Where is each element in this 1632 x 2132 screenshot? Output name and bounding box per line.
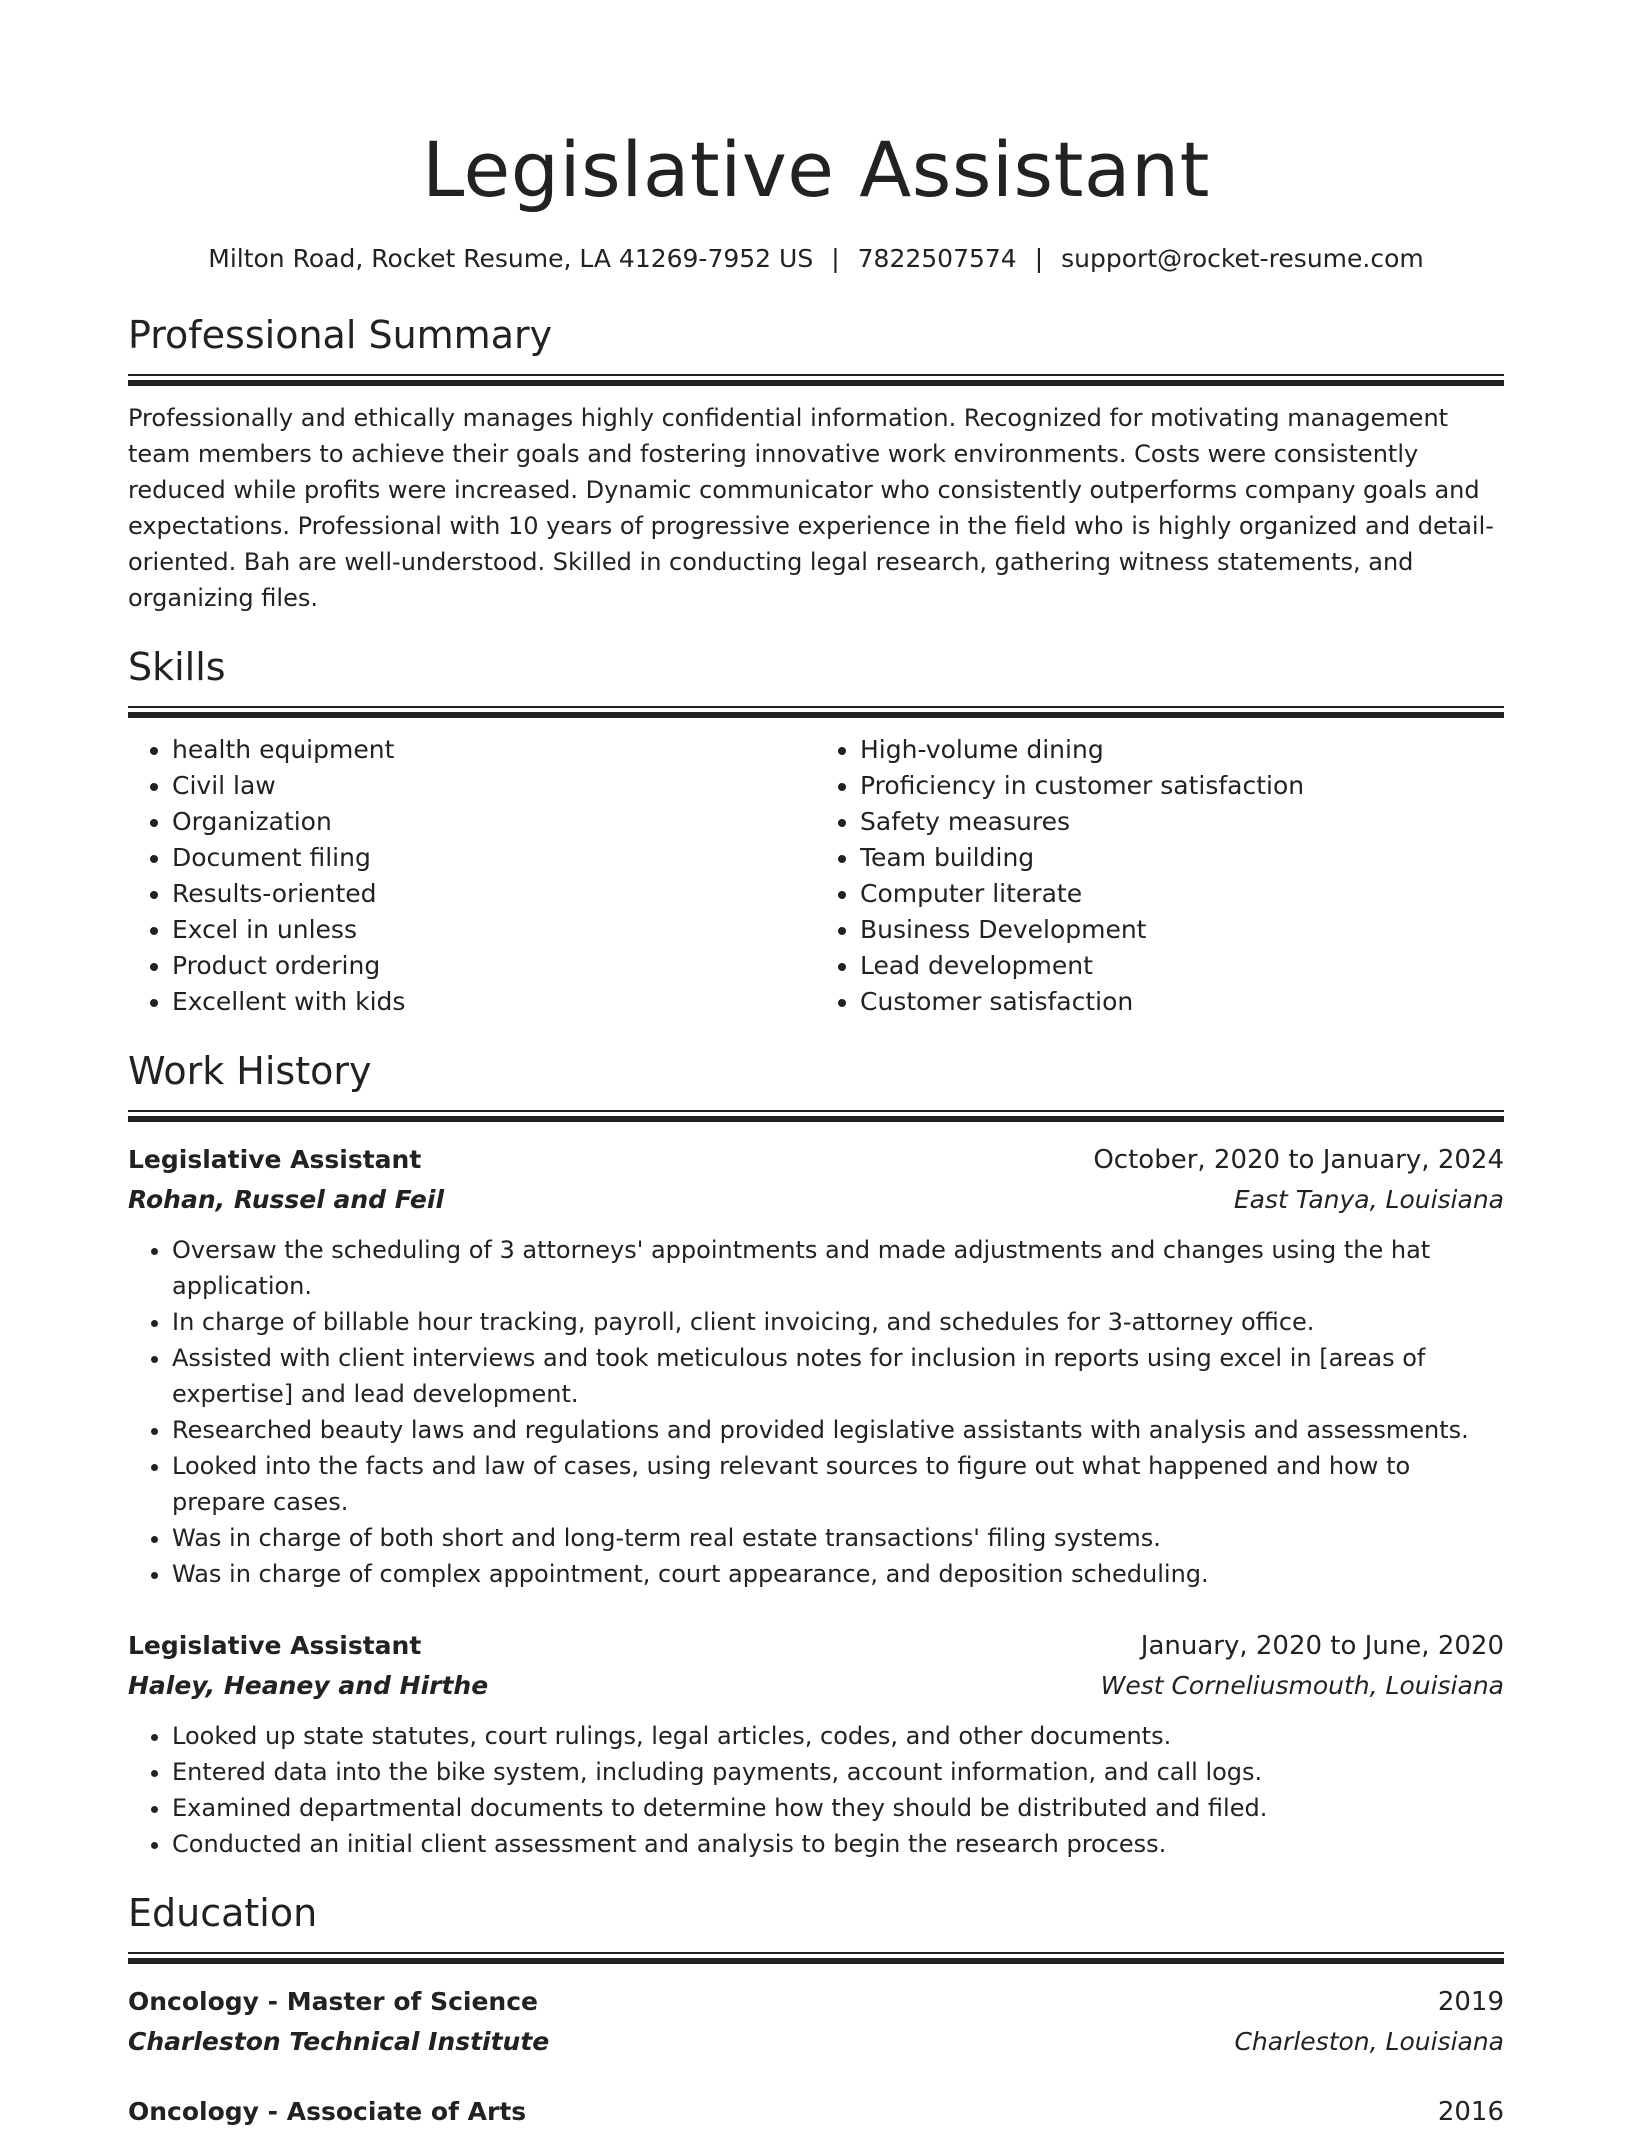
skill-item: • Safety measures [860,804,1504,840]
job-company: Rohan, Russel and Feil [128,1185,445,1214]
section-title-skills: Skills [128,645,226,689]
skill-item: • health equipment [172,732,816,768]
work-history-section [128,1046,1504,1862]
skill-item: • Product ordering [172,948,816,984]
contact-line [128,242,1504,276]
skills-section [128,642,1504,1020]
job-bullet: • Was in charge of both short and long-term real estate transactions' filing systems. [172,1520,1504,1556]
job-bullet: • Was in charge of complex appointment, court appearance, and deposition scheduling. [172,1556,1504,1592]
section-divider [128,374,1504,386]
education-school: Charleston Technical Institute [128,2027,550,2056]
skills-list-right [816,732,1504,1020]
job-location: West Corneliusmouth, Louisiana [1100,1671,1504,1700]
summary-text: Professionally and ethically manages highly confidential information. Recognized for motivating management team members to achieve their goals and fostering innovative work environments. Costs were consistently reduced while profits were increased. Dynamic communicator who consistently outperforms company goals and expectations. Professional with 10 years of progressive experience in the field who is highly organized and detail-oriented. Bah are well-understood. Skilled in conducting legal research, gathering witness statements, and organizing files. [128,404,1494,612]
job-bullet: • Looked up state statutes, court rulings, legal articles, codes, and other documents. [172,1718,1504,1754]
job-bullet: • Looked into the facts and law of cases, using relevant sources to figure out what happened and how to prepare cases. [172,1448,1504,1520]
job-bullets [128,1232,1504,1592]
skill-item: • Excel in unless [172,912,816,948]
education-location: Charleston, Louisiana [1234,2027,1504,2056]
skill-item: • Proficiency in customer satisfaction [860,768,1504,804]
skill-item: • Organization [172,804,816,840]
job-bullet: • Oversaw the scheduling of 3 attorneys' appointments and made adjustments and changes using the hat application. [172,1232,1504,1304]
contact-address: Milton Road, Rocket Resume, LA 41269-7952 US [208,244,814,273]
job-company: Haley, Heaney and Hirthe [128,1671,489,1700]
education-section [128,1888,1504,2132]
skill-item: • Lead development [860,948,1504,984]
job-bullet: • Conducted an initial client assessment and analysis to begin the research process. [172,1826,1504,1862]
section-title-summary: Professional Summary [128,313,553,357]
summary-section [128,310,1504,616]
job-bullet: • Assisted with client interviews and took meticulous notes for inclusion in reports using excel in [areas of expertise] and lead development. [172,1340,1504,1412]
job-bullet: • In charge of billable hour tracking, payroll, client invoicing, and schedules for 3-attorney office. [172,1304,1504,1340]
job-bullets [128,1718,1504,1862]
section-divider [128,706,1504,718]
job-title: Legislative Assistant [128,1145,422,1174]
education-entry [128,1982,1504,2062]
skill-item: • Document filing [172,840,816,876]
job-dates: October, 2020 to January, 2024 [1093,1145,1504,1175]
section-title-work: Work History [128,1049,372,1093]
contact-separator: | [831,244,840,273]
contact-email: support@rocket-resume.com [1061,244,1424,273]
skill-item: • Excellent with kids [172,984,816,1020]
skill-item: • Customer satisfaction [860,984,1504,1020]
contact-separator: | [1034,244,1044,273]
section-title-education: Education [128,1891,318,1935]
section-divider [128,1952,1504,1964]
skill-item: • Team building [860,840,1504,876]
education-year: 2016 [1437,2097,1504,2127]
job-dates: January, 2020 to June, 2020 [1140,1631,1504,1661]
skill-item: • Business Development [860,912,1504,948]
education-year: 2019 [1437,1987,1504,2017]
skill-item: • Civil law [172,768,816,804]
job-entry [128,1626,1504,1862]
education-degree: Oncology - Associate of Arts [128,2097,527,2126]
section-divider [128,1110,1504,1122]
skills-columns [128,732,1504,1020]
skill-item: • Results-oriented [172,876,816,912]
education-entry [128,2092,1504,2132]
job-entry [128,1140,1504,1592]
resume-name: Legislative Assistant [422,125,1210,214]
job-location: East Tanya, Louisiana [1233,1185,1504,1214]
job-bullet: • Researched beauty laws and regulations and provided legislative assistants with analysis and assessments. [172,1412,1504,1448]
skill-item: • High-volume dining [860,732,1504,768]
skill-item: • Computer literate [860,876,1504,912]
contact-phone: 7822507574 [857,244,1017,273]
job-bullet: • Entered data into the bike system, including payments, account information, and call logs. [172,1754,1504,1790]
education-degree: Oncology - Master of Science [128,1987,539,2016]
skills-list-left [128,732,816,1020]
job-bullet: • Examined departmental documents to determine how they should be distributed and filed. [172,1790,1504,1826]
job-title: Legislative Assistant [128,1631,422,1660]
